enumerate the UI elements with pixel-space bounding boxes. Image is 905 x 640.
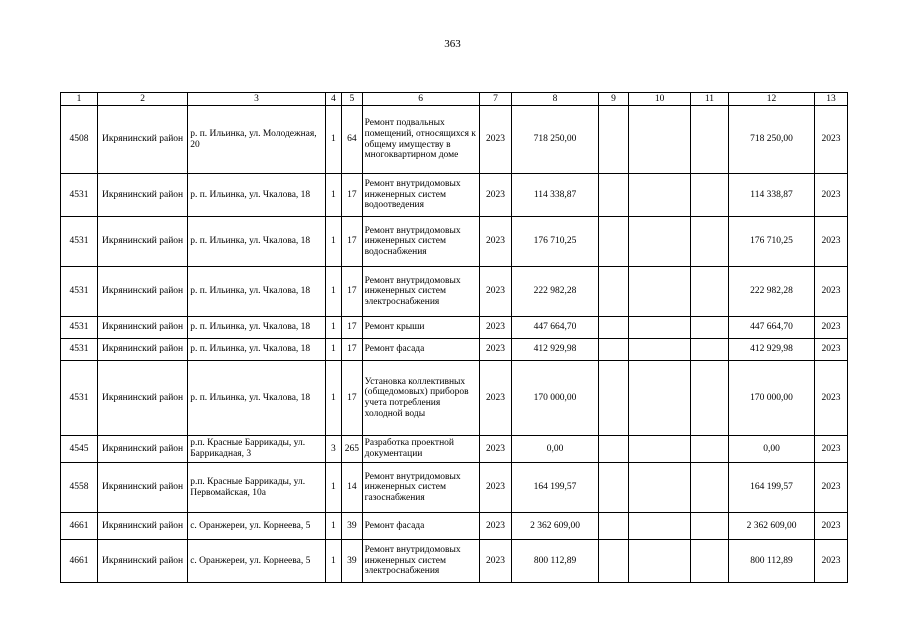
cell-col-2: Икрянинский район (97, 267, 187, 317)
cell-col-1: 4531 (61, 361, 98, 436)
table-body (61, 106, 848, 583)
cell-col-13: 2023 (815, 436, 848, 463)
cell-col-11 (690, 267, 728, 317)
cell-col-13: 2023 (815, 317, 848, 339)
cell-col-8: 176 710,25 (512, 217, 598, 267)
cell-col-4: 1 (325, 540, 341, 583)
cell-col-4: 1 (325, 106, 341, 174)
cell-col-3: р. п. Ильинка, ул. Чкалова, 18 (188, 217, 325, 267)
cell-col-10 (629, 217, 691, 267)
cell-col-13: 2023 (815, 106, 848, 174)
cell-col-7: 2023 (479, 540, 512, 583)
cell-col-2: Икрянинский район (97, 106, 187, 174)
cell-col-1: 4531 (61, 217, 98, 267)
cell-col-10 (629, 106, 691, 174)
cell-col-13: 2023 (815, 217, 848, 267)
cell-col-5: 39 (342, 540, 363, 583)
cell-col-1: 4531 (61, 339, 98, 361)
cell-col-9 (598, 317, 629, 339)
cell-col-7: 2023 (479, 217, 512, 267)
cell-col-2: Икрянинский район (97, 174, 187, 217)
column-header: 4 (325, 93, 341, 106)
cell-col-10 (629, 463, 691, 513)
table-row (61, 513, 848, 540)
column-header: 9 (598, 93, 629, 106)
cell-col-6: Разработка проектной документации (362, 436, 479, 463)
cell-col-3: р. п. Ильинка, ул. Чкалова, 18 (188, 267, 325, 317)
cell-col-13: 2023 (815, 513, 848, 540)
cell-col-13: 2023 (815, 540, 848, 583)
column-header: 7 (479, 93, 512, 106)
cell-col-12: 2 362 609,00 (728, 513, 814, 540)
cell-col-7: 2023 (479, 513, 512, 540)
cell-col-7: 2023 (479, 106, 512, 174)
cell-col-12: 114 338,87 (728, 174, 814, 217)
column-header: 10 (629, 93, 691, 106)
cell-col-2: Икрянинский район (97, 540, 187, 583)
cell-col-9 (598, 106, 629, 174)
cell-col-4: 1 (325, 361, 341, 436)
table-row (61, 217, 848, 267)
cell-col-4: 1 (325, 513, 341, 540)
cell-col-3: р. п. Ильинка, ул. Чкалова, 18 (188, 339, 325, 361)
cell-col-5: 14 (342, 463, 363, 513)
cell-col-6: Ремонт фасада (362, 339, 479, 361)
column-header: 3 (188, 93, 325, 106)
cell-col-1: 4531 (61, 267, 98, 317)
table-row (61, 106, 848, 174)
cell-col-11 (690, 463, 728, 513)
cell-col-8: 447 664,70 (512, 317, 598, 339)
cell-col-7: 2023 (479, 436, 512, 463)
cell-col-10 (629, 339, 691, 361)
cell-col-11 (690, 217, 728, 267)
cell-col-1: 4661 (61, 513, 98, 540)
cell-col-12: 170 000,00 (728, 361, 814, 436)
page-number: 363 (444, 38, 461, 50)
cell-col-4: 1 (325, 174, 341, 217)
cell-col-3: р.п. Красные Баррикады, ул. Первомайская, 10а (188, 463, 325, 513)
cell-col-3: р. п. Ильинка, ул. Молодежная, 20 (188, 106, 325, 174)
cell-col-1: 4558 (61, 463, 98, 513)
cell-col-10 (629, 174, 691, 217)
repair-schedule-table (60, 92, 848, 583)
cell-col-9 (598, 540, 629, 583)
cell-col-9 (598, 463, 629, 513)
cell-col-10 (629, 267, 691, 317)
column-header: 6 (362, 93, 479, 106)
cell-col-6: Ремонт внутридомовых инженерных систем водоснабжения (362, 217, 479, 267)
cell-col-12: 718 250,00 (728, 106, 814, 174)
cell-col-9 (598, 436, 629, 463)
column-number-row (61, 93, 848, 106)
table-row (61, 540, 848, 583)
cell-col-6: Установка коллективных (общедомовых) приборов учета потребления холодной воды (362, 361, 479, 436)
cell-col-7: 2023 (479, 463, 512, 513)
cell-col-10 (629, 513, 691, 540)
cell-col-8: 718 250,00 (512, 106, 598, 174)
column-header: 1 (61, 93, 98, 106)
cell-col-4: 1 (325, 463, 341, 513)
cell-col-11 (690, 174, 728, 217)
table-row (61, 317, 848, 339)
cell-col-12: 0,00 (728, 436, 814, 463)
cell-col-10 (629, 436, 691, 463)
cell-col-5: 64 (342, 106, 363, 174)
cell-col-1: 4545 (61, 436, 98, 463)
cell-col-10 (629, 317, 691, 339)
cell-col-5: 17 (342, 317, 363, 339)
cell-col-12: 176 710,25 (728, 217, 814, 267)
cell-col-5: 17 (342, 267, 363, 317)
cell-col-11 (690, 361, 728, 436)
cell-col-5: 17 (342, 361, 363, 436)
cell-col-13: 2023 (815, 174, 848, 217)
cell-col-5: 17 (342, 339, 363, 361)
cell-col-7: 2023 (479, 339, 512, 361)
cell-col-1: 4508 (61, 106, 98, 174)
cell-col-2: Икрянинский район (97, 436, 187, 463)
cell-col-6: Ремонт внутридомовых инженерных систем электроснабжения (362, 540, 479, 583)
cell-col-13: 2023 (815, 267, 848, 317)
cell-col-3: р. п. Ильинка, ул. Чкалова, 18 (188, 361, 325, 436)
cell-col-12: 222 982,28 (728, 267, 814, 317)
cell-col-1: 4531 (61, 317, 98, 339)
column-header: 11 (690, 93, 728, 106)
cell-col-9 (598, 513, 629, 540)
table-row (61, 463, 848, 513)
cell-col-6: Ремонт внутридомовых инженерных систем газоснабжения (362, 463, 479, 513)
cell-col-8: 2 362 609,00 (512, 513, 598, 540)
cell-col-3: р. п. Ильинка, ул. Чкалова, 18 (188, 317, 325, 339)
cell-col-2: Икрянинский район (97, 317, 187, 339)
cell-col-8: 222 982,28 (512, 267, 598, 317)
cell-col-11 (690, 106, 728, 174)
cell-col-7: 2023 (479, 361, 512, 436)
cell-col-7: 2023 (479, 317, 512, 339)
cell-col-6: Ремонт подвальных помещений, относящихся к общему имуществу в многоквартирном доме (362, 106, 479, 174)
column-header: 2 (97, 93, 187, 106)
cell-col-5: 17 (342, 217, 363, 267)
cell-col-7: 2023 (479, 174, 512, 217)
cell-col-2: Икрянинский район (97, 217, 187, 267)
column-header: 8 (512, 93, 598, 106)
cell-col-9 (598, 217, 629, 267)
cell-col-2: Икрянинский район (97, 463, 187, 513)
cell-col-13: 2023 (815, 339, 848, 361)
cell-col-5: 17 (342, 174, 363, 217)
cell-col-1: 4531 (61, 174, 98, 217)
cell-col-2: Икрянинский район (97, 513, 187, 540)
cell-col-6: Ремонт внутридомовых инженерных систем водоотведения (362, 174, 479, 217)
cell-col-10 (629, 540, 691, 583)
cell-col-1: 4661 (61, 540, 98, 583)
cell-col-8: 412 929,98 (512, 339, 598, 361)
cell-col-11 (690, 339, 728, 361)
cell-col-4: 1 (325, 267, 341, 317)
cell-col-11 (690, 540, 728, 583)
table-row (61, 339, 848, 361)
cell-col-4: 1 (325, 317, 341, 339)
table-row (61, 361, 848, 436)
cell-col-9 (598, 267, 629, 317)
cell-col-13: 2023 (815, 361, 848, 436)
cell-col-9 (598, 339, 629, 361)
table-row (61, 267, 848, 317)
cell-col-2: Икрянинский район (97, 339, 187, 361)
cell-col-9 (598, 361, 629, 436)
cell-col-4: 1 (325, 339, 341, 361)
cell-col-3: с. Оранжереи, ул. Корнеева, 5 (188, 540, 325, 583)
cell-col-4: 1 (325, 217, 341, 267)
cell-col-8: 170 000,00 (512, 361, 598, 436)
cell-col-6: Ремонт фасада (362, 513, 479, 540)
cell-col-3: р.п. Красные Баррикады, ул. Баррикадная, 3 (188, 436, 325, 463)
cell-col-3: с. Оранжереи, ул. Корнеева, 5 (188, 513, 325, 540)
cell-col-3: р. п. Ильинка, ул. Чкалова, 18 (188, 174, 325, 217)
cell-col-12: 447 664,70 (728, 317, 814, 339)
cell-col-11 (690, 317, 728, 339)
cell-col-8: 0,00 (512, 436, 598, 463)
cell-col-8: 164 199,57 (512, 463, 598, 513)
cell-col-7: 2023 (479, 267, 512, 317)
table-row (61, 436, 848, 463)
cell-col-6: Ремонт крыши (362, 317, 479, 339)
cell-col-12: 164 199,57 (728, 463, 814, 513)
cell-col-10 (629, 361, 691, 436)
table-row (61, 174, 848, 217)
cell-col-12: 412 929,98 (728, 339, 814, 361)
cell-col-11 (690, 513, 728, 540)
cell-col-2: Икрянинский район (97, 361, 187, 436)
cell-col-8: 114 338,87 (512, 174, 598, 217)
cell-col-5: 39 (342, 513, 363, 540)
column-header: 5 (342, 93, 363, 106)
cell-col-11 (690, 436, 728, 463)
cell-col-5: 265 (342, 436, 363, 463)
cell-col-13: 2023 (815, 463, 848, 513)
column-header: 12 (728, 93, 814, 106)
cell-col-4: 3 (325, 436, 341, 463)
cell-col-8: 800 112,89 (512, 540, 598, 583)
cell-col-12: 800 112,89 (728, 540, 814, 583)
cell-col-6: Ремонт внутридомовых инженерных систем электроснабжения (362, 267, 479, 317)
column-header: 13 (815, 93, 848, 106)
cell-col-9 (598, 174, 629, 217)
